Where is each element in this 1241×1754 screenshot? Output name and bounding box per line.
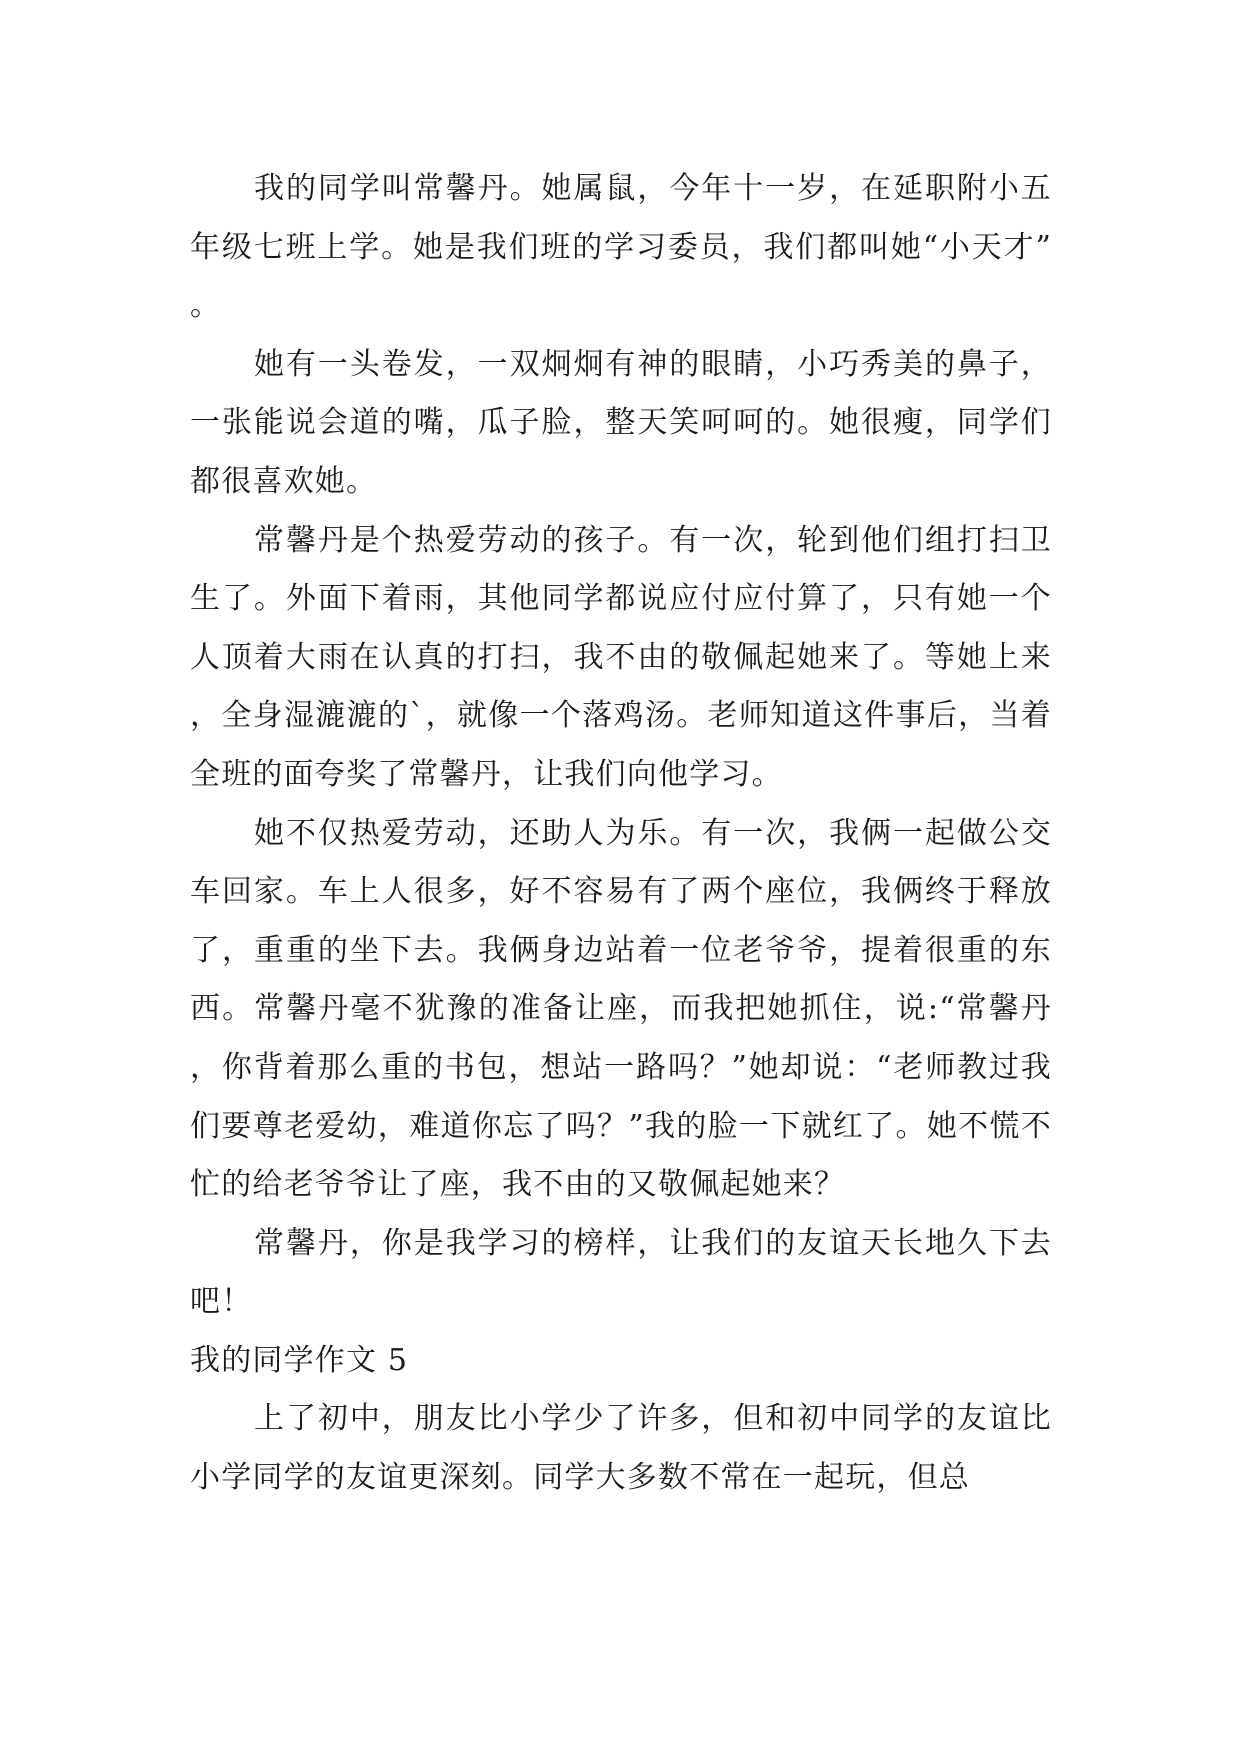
paragraph-section5-start: 上了初中，朋友比小学少了许多，但和初中同学的友谊比小学同学的友谊更深刻。同学大多数不常在一起玩，但总 <box>190 1401 1052 1496</box>
document-body <box>190 160 1052 1508</box>
paragraph-appearance: 她有一头卷发，一双炯炯有神的眼睛，小巧秀美的鼻子，一张能说会道的嘴，瓜子脸，整天笑呵呵的。她很瘦，同学们都很喜欢她。 <box>190 346 1052 499</box>
paragraph-closing: 常馨丹，你是我学习的榜样，让我们的友谊天长地久下去吧！ <box>190 1225 1052 1320</box>
section-title: 我的同学作文 5 <box>190 1342 409 1378</box>
paragraph-helping: 她不仅热爱劳动，还助人为乐。有一次，我俩一起做公交车回家。车上人很多，好不容易有了两个座位，我俩终于释放了，重重的坐下去。我俩身边站着一位老爷爷，提着很重的东西。常馨丹毫不犹豫的准备让座，而我把她抓住，说:“常馨丹，你背着那么重的书包，想站一路吗？”她却说：“老师教过我们要尊老爱幼，难道你忘了吗？”我的脸一下就红了。她不慌不忙的给老爷爷让了座，我不由的又敬佩起她来？ <box>190 815 1052 1203</box>
paragraph-intro: 我的同学叫常馨丹。她属鼠，今年十一岁，在延职附小五年级七班上学。她是我们班的学习委员，我们都叫她“小天才”。 <box>190 171 1052 324</box>
paragraph-labor: 常馨丹是个热爱劳动的孩子。有一次，轮到他们组打扫卫生了。外面下着雨，其他同学都说应付应付算了，只有她一个人顶着大雨在认真的打扫，我不由的敬佩起她来了。等她上来，全身湿漉漉的`，就像一个落鸡汤。老师知道这件事后，当着全班的面夸奖了常馨丹，让我们向他学习。 <box>190 522 1052 792</box>
